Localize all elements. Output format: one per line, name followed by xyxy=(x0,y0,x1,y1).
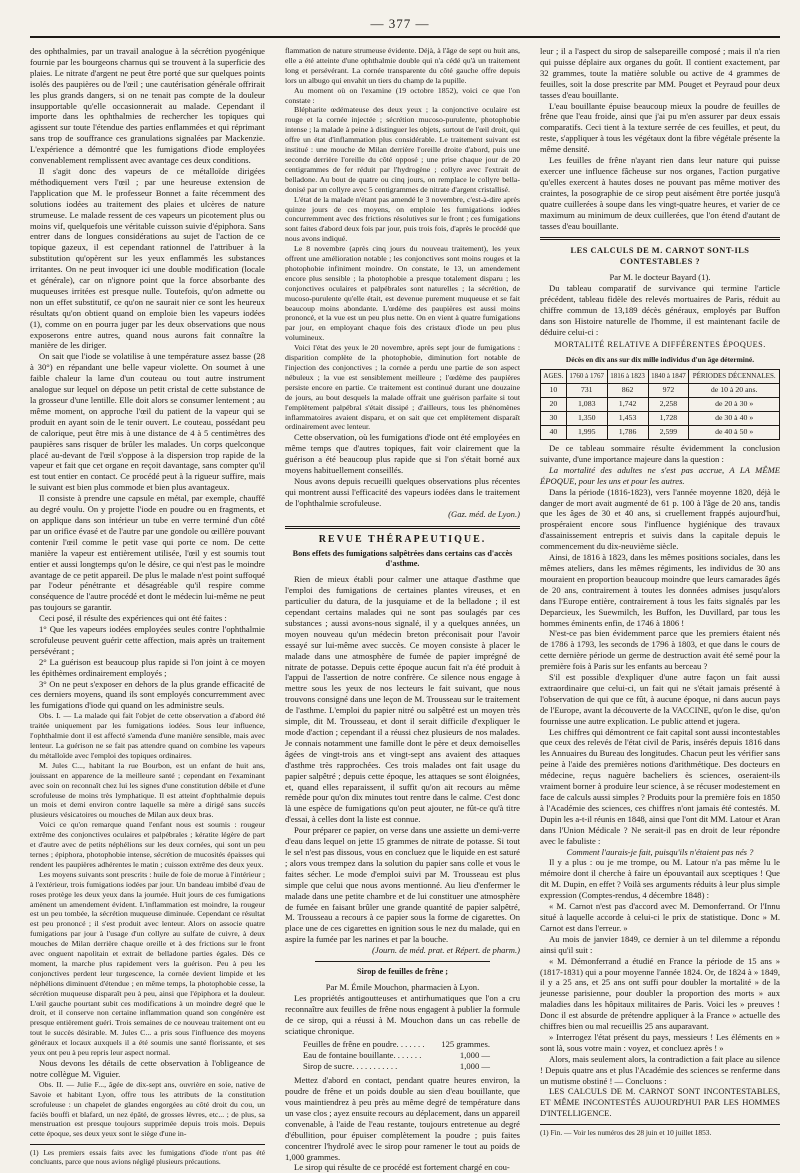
paragraph: Ceci posé, il résulte des expériences qui ont été faites : xyxy=(39,613,227,624)
table-row xyxy=(541,398,780,412)
table-cell: 40 xyxy=(541,426,567,440)
column-1 xyxy=(30,46,265,1167)
quote: Comment l'aurais-je fait, puisqu'ils n'étaient pas nés ? xyxy=(566,846,754,857)
paragraph: Au moment où on l'examine (19 octobre 1852), voici ce que l'on constate : xyxy=(285,85,520,105)
paragraph: L'eau bouillante épuise beaucoup mieux la poudre de feuilles de frêne que l'eau froide, ainsi que j'ai pu m'en assurer par deux essais comparatifs. Ceci tient à la texture serrée de ces feuilles, et peut, du reste, s'appliquer à tous les végétaux dont la fibre végétale présente la même densité. xyxy=(540,100,780,155)
ingredient: Eau de fontaine bouillante. . . . . . . xyxy=(303,1050,422,1061)
paragraph: Le sirop qui résulte de ce procédé est fortement chargé en cou- xyxy=(294,1162,510,1173)
paragraph: flammation de nature strumeuse évidente. Déjà, à l'âge de sept ou huit ans, elle a été atteinte d'une ophthalmie double qui n'a cédé qu'à un traitement long et persévérant. La cornée transparente du côté gauche offre depuis lors un albugo qui envahit un tiers du champ de la pupille. xyxy=(285,46,520,85)
paragraph: 1° Que les vapeurs iodées employées seules contre l'ophthalmie scrofuleuse peuvent guérir cette affection, mais après un traitement persévérant ; xyxy=(30,624,265,656)
source-citation: (Gaz. méd. de Lyon.) xyxy=(448,508,520,519)
article-title: Sirop de feuilles de frêne ; xyxy=(356,967,449,977)
ingredient: Feuilles de frêne en poudre. . . . . . . xyxy=(303,1039,425,1050)
table-header: 1840 à 1847 xyxy=(648,370,689,384)
observation-paragraph: Obs. II. — Julie F..., âgée de dix-sept ans, ouvrière en soie, native de Savoie et habitant Lyon, offre tous les attributs de la constitution scrofuleuse : un chapelet de glandes engorgées au côté droit du cou, un faciès bouffi et blafard, un nez épâté, de grosses lèvres, etc... ; de plus, sa menstruation est presque toujours supprimée depuis trois mois. Depuis cette époque, ses deux yeux sont le siège d'une in- xyxy=(30,1079,265,1139)
observation-paragraph: Obs. I. — La malade qui fait l'objet de cette observation a d'abord été traitée uniquement par les fumigations iodées. Sous leur influence, l'ophthalmie dont il est affecté s'amenda d'une manière sensible, mais avec lenteur. La guérison ne se fait pas attendre quand on combine les vapeurs du métalloïde avec l'emploi des topiques ordinaires. xyxy=(30,711,265,760)
recipe-item xyxy=(285,1050,520,1061)
observation-paragraph: M. Jules C..., habitant la rue Bourbon, est un enfant de huit ans, jouissant en apparence de la meilleure santé ; cependant en l'examinant avec soin on reconnaît chez lui les signes d'une constitution débile et d'une scrofuleuse de moins très lymphatique. Il est atteint d'ophthalmie depuis un mois et demi environ contre laquelle sa mère a dirigé sans succès plusieurs vésicatoires ou mouches de Milan aux deux bras. xyxy=(30,760,265,820)
mortality-table xyxy=(540,369,780,440)
table-row xyxy=(541,426,780,440)
table-cell: 1,350 xyxy=(566,412,607,426)
section-divider xyxy=(285,526,520,529)
paragraph: N'est-ce pas bien évidemment parce que les premiers étaient nés de 1786 à 1793, les seconds de 1796 à 1803, et que dans le cours de cette dernière période un germe de destruction avait été semé pour la première fois à Paris sur les enfants au berceau ? xyxy=(540,628,780,672)
recipe-item xyxy=(285,1061,520,1072)
paragraph: 2° La guérison est beaucoup plus rapide si l'on joint à ce moyen les épithèmes ordinairement employés ; xyxy=(30,656,265,678)
table-title: MORTALITÉ RELATIVE A DIFFÉRENTES ÉPOQUES. xyxy=(554,339,766,349)
paragraph: Mettez d'abord en contact, pendant quatre heures environ, la poudre de frêne et un poids double au sien d'eau bouillante, que vous maintiendrez à peu près au même degré de température dans un vase clos ; ayez ensuite recours au déplacement, dans un appareil convenable, à l'aide de l'eau restante, toujours entretenue au degré d'ébullition, pour épuiser complètement la poudre ; puis faites concentrer l'hydrolé avec le sirop pour ramener le tout au poids de 1,000 grammes. xyxy=(285,1075,520,1162)
table-header: AGES. xyxy=(541,370,567,384)
table-cell: de 30 à 40 » xyxy=(689,412,780,426)
footnote: (1) Les premiers essais faits avec les fumigations d'iode n'ont pas été concluants, parce que nous avions négligé plusieurs précautions. xyxy=(30,1144,265,1166)
emphasis-paragraph: La mortalité des adultes ne s'est pas accrue, A LA MÊME ÉPOQUE, pour les uns et pour les autres. xyxy=(540,464,780,486)
paragraph: Il consiste à prendre une capsule en métal, par exemple, chauffé au degré voulu. On y projette l'iode en poudre ou en fragments, et on applique dans son intérieur un tube en verre terminé d'un côté par un orifice évasé et de l'autre par une gondole ou œillère pouvant contenir l'œil comme le petit vase qui porte ce nom. De cette manière la vapeur est entièrement utilisée, l'œil y est soumis tout entier et aussi longtemps qu'on le désire, ce qui n'est pas le moindre avantage de ce petit appareil. De plus le malade n'est point suffoqué par l'odeur pénétrante et désagréable qu'il respire comme conséquence de l'autre procédé et dont le médecin lui-même ne peut pas toujours se garantir. xyxy=(30,493,265,613)
section-title: REVUE THÉRAPEUTIQUE. xyxy=(318,533,487,545)
paragraph: Pour préparer ce papier, on verse dans une assiette un demi-verre d'eau dans lequel on jette 15 grammes de nitrate de potasse. Si tout le sel n'est pas dissous, vous en concluez que le liquide en est saturé ; alors vous trempez dans la solution du papier sans colle et vous le faites sécher. Le mode d'emploi suivi par M. Trousseau est plus simple que celui que nous avons mentionné. Au lieu d'enfermer le malade dans une petite chambre et de lui constituer une atmosphère de fumée en faisant brûler une grande quantité de papier salpêtré, M. Trousseau a recours à ce papier sous la forme de cigarettes. On place une de ces cigarettes en ignition sous le nez du malade, qui en aspire la fumée par les narines et par la bouche. xyxy=(285,825,520,945)
column-3 xyxy=(540,46,780,1156)
table-row xyxy=(541,384,780,398)
table-header: PÉRIODES DÉCENNALES. xyxy=(689,370,780,384)
table-cell: 731 xyxy=(566,384,607,398)
paragraph: leur ; il a l'aspect du sirop de salsepareille composé ; mais il n'a rien qui puisse déplaire aux organes du goût. Il contient exactement, par 32 grammes, toute la matière soluble ou active de 4 grammes de feuilles, soit la dose prescrite par MM. Pouget et Peyraud pour deux tasses d'eau bouillante. xyxy=(540,46,780,100)
table-cell: 1,786 xyxy=(607,426,648,440)
article-title: Bons effets des fumigations salpêtrées dans certains cas d'accès d'asthme. xyxy=(292,548,513,569)
paragraph: des ophthalmies, par un travail analogue à la sécrétion pyogénique fournie par les bourgeons charnus qui se trouvent à la superficie des plaies. Le nitrate d'argent ne peut être porté que sur quelques points isolés des paupières ou de l'œil ; une cautérisation générale offrirait les plus grands dangers, si on ne tenait pas compte de la douleur insupportable qu'elle occasionnerait au malade. Cependant il importe dans les ophthalmies de rechercher les topiques qui agissent sur toute l'étendue des parties enflammées et qui réprimant sans trop de souffrance ces granulations signalées par Mackenzie. L'expérience a démontré que les fumigations d'iode employées convenablement remplissent avec avantage ces deux conditions. xyxy=(30,46,265,166)
table-cell: 2,599 xyxy=(648,426,689,440)
paragraph: 3° On ne peut s'exposer en dehors de la plus grande efficacité de ces derniers moyens, quand ils sont employés concurremment avec les fumigations d'iode qui quand on les administre seuls. xyxy=(30,678,265,711)
table-cell: 10 xyxy=(541,384,567,398)
footnote: (1) Fin. — Voir les numéros des 28 juin et 10 juillet 1853. xyxy=(540,1124,780,1137)
paragraph: Dans la période (1816-1823), vers l'année moyenne 1820, déjà le danger de mort avait augmenté de 61 p. 100 à l'âge de 20 ans, tandis que les âges de 30 et 40 ans, si cruellement frappés aujourd'hui, prospéraient encore sous l'influence hygiénique des travaux d'assainissement entrepris et suivis dans la capitale depuis le commencement du dix-neuvième siècle. xyxy=(540,486,780,552)
paragraph: Ainsi, de 1816 à 1823, dans les mêmes positions sociales, dans les mêmes ateliers, dans les mêmes régiments, les individus de 30 ans mouraient en proportion beaucoup moindre que leurs camarades âgés de 20 ans, contrairement à toutes les données admises jusqu'alors dans l'Europe entière, contrairement à tous les faits signalés par les Deparcieux, les Suewmilch, les Buffon, les Duvillard, par tous les hommes éminents enfin, de 1746 à 1806 ! xyxy=(540,552,780,628)
quantity: 125 grammes. xyxy=(441,1039,490,1050)
article-author: Par M. Émile Mouchon, pharmacien à Lyon. xyxy=(325,981,480,992)
paragraph: Nous devons les détails de cette observation à l'obligeance de notre collègue M. Viguier. xyxy=(30,1058,265,1079)
recipe-list xyxy=(285,1039,520,1072)
paragraph: Blépharite œdémateuse des deux yeux ; la conjonctive oculaire est rouge et la cornée injectée ; sécrétion mucoso-purulente, photophobie intense ; la malade à peine à distinguer les objets, surtout de l'œil droit, qui offre un état d'inflammation plus considérable. Le traitement suivant est institué : une mouche de Milan derrière l'oreille droite d'abord, puis une seconde derrière l'oreille du côté opposé ; une prise chaque jour de 20 centigrammes de fer réduit par l'hydrogène ; collyre avec l'extrait de belladone. Au bout de quatre ou cinq jours, on remplace le collyre bella-donisé par un collyre avec 5 centigrammes de nitrate d'argent cristallisé. xyxy=(285,105,520,194)
divider xyxy=(315,961,490,962)
article-title: LES CALCULS DE M. CARNOT SONT-ILS CONTESTABLES ? xyxy=(570,246,750,267)
paragraph: Du tableau comparatif de survivance qui termine l'article précédent, tableau fidèle des relevés mortuaires de Paris, réduit au chiffre commun de 13,189 décès généraux, employés par Buffon dans son Histoire naturelle de l'homme, il est maintenant facile de déduire celui-ci : xyxy=(540,283,780,337)
paragraph: Rien de mieux établi pour calmer une attaque d'asthme que l'emploi des fumigations de certaines plantes vireuses, et en particulier du datura, de la jusquiame et de la belladone ; il est cependant certains malades qui ne sont pas soulagés par ces substances ; aussi avons-nous signalé, il y a quelques années, un moyen nouveau qu'un médecin breton préconisait pour l'avoir essayé sur lui-même avec succès. Ce moyen consiste à placer le malade dans une atmosphère de fumée de papier imprégné de nitrate de potasse. Depuis cette époque aucun fait n'a été produit à l'appui de l'assertion de notre confrère. Ce silence nous engage à mettre sous les yeux de nos lecteurs le fait suivant, que nous trouvons consigné dans une leçon de M. Trousseau sur le traitement de l'asthme. L'emploi du papier nitré ou salpêtré est un moyen très simple, dit M. Trousseau, et dont il serait difficile d'expliquer le mode d'action ; cependant il a réussi chez plusieurs de nos malades. Je connais notamment une famille dont le père et deux demoiselles âgées de vingt-trois ans et vingt-sept ans avaient des attaques d'asthme très rapprochées. Ces trois malades ont fait usage du papier salpêtré ; depuis cette époque, les attaques se sont éloignées, et, quand elles reparaissent, il suffit qu'on ait recours au même remède pour qu'on dix minutes tout rentre dans le calme. C'est donc là une espèce de fumigations qu'on peut ajouter, ne fût-ce qu'à titre d'essai, à celles dont la liste est connue. xyxy=(285,574,520,825)
conclusion: LES CALCULS DE M. CARNOT SONT INCONTESTABLES, ET MÊME INCONTESTÉS AUJOURD'HUI PAR LES HOMMES D'INTELLIGENCE. xyxy=(540,1086,780,1119)
quote: » Interrogez l'état présent du pays, messieurs ! Les éléments en » sont là, sous votre main : voyez, et concluez après ! » xyxy=(540,1031,780,1053)
table-cell: de 40 à 50 » xyxy=(689,426,780,440)
table-cell: de 20 à 30 » xyxy=(689,398,780,412)
paragraph: Au mois de janvier 1849, ce dernier à un tel dilemme a répondu ainsi qu'il suit : xyxy=(540,933,780,955)
quote: « M. Démonferrand a étudié en France la période de 15 ans » (1817-1831) qui a pour moyenne l'année 1824. Or, de 1824 à » 1849, il y a 25 ans, et 25 ans ont suffi pour doubler la mortalité » de la jeunesse parisienne, pour doubler la proportion des morts » aux maladies dans les hôpitaux militaires de Paris. Voici les » preuves ! Donc il est absurde de prétendre appliquer à la France » actuelle des chiffres bien ou mal recueillis 25 ans auparavant. xyxy=(540,955,780,1032)
table-cell: 972 xyxy=(648,384,689,398)
quote: « M. Carnot n'est pas d'accord avec M. Demonferrand. Or l'Innu situé à laquelle accorde à celui-ci le prix de statistique. Donc » M. Carnot est dans l'erreur. » xyxy=(540,901,780,933)
table-cell: 1,083 xyxy=(566,398,607,412)
paragraph: L'état de la malade n'étant pas amendé le 3 novembre, c'est-à-dire après quinze jours de ces moyens, on emploie les fumigations iodées concurremment avec des frictions résolutives sur le front ; ces fumigations sont faites d'abord deux fois par jour, puis trois fois, d'après le procédé que nous avons indiqué. xyxy=(285,194,520,244)
table-header: 1760 à 1767 xyxy=(566,370,607,384)
table-cell: 20 xyxy=(541,398,567,412)
paragraph: On sait que l'iode se volatilise à une température assez basse (28 à 30°) en répandant une belle vapeur violette. On soumet à une faible chaleur la lame d'un couteau ou tout autre instrument analogue sur lequel on dépose un petit cristal de cette substance de la grosseur d'une lentille. Elle doit alors se consumer lentement ; au même moment, on approche l'œil du patient de la vapeur qui se produit en ayant soin de le tenir ouvert. Le couteau, possédant peu de calorique, peut être mis à une distance de 4 à 5 centimètres des paupières sans risquer de brûler les malades. Un corps quelconque placé au-devant de l'œil s'oppose à la dispersion trop rapide de la vapeur et fait que cet organe en reçoit davantage, sans compter qu'il est tout entier en contact. Ce procédé peut à la rigueur suffire, mais le suivant est bien plus commode et bien plus avantageux. xyxy=(30,351,265,493)
quantity: 1,000 — xyxy=(459,1050,490,1061)
quantity: 1,000 — xyxy=(459,1061,490,1072)
paragraph: Voici l'état des yeux le 20 novembre, après sept jour de fumigations : disparition complète de la photophobie, diminution fort notable de l'injection des conjonctives ; la cornée a perdu une partie de son aspect nébuleux ; la vue est sensiblement meilleure ; l'œdème des paupières persiste encore en partie. Ce traitement est continué durant une douzaine de jours, au bout desquels la malade offrait une guérison parfaite si tout l'emplètement palpébral s'était dissipé ; d'ailleurs, tous les phénomènes inflammatoires avaient disparu, et on sait que cet emplètement disparaît ordinairement avec lenteur. xyxy=(285,343,520,432)
observation-paragraph: Voici ce qu'on remarque quand l'enfant nous est soumis : rougeur extrême des conjonctives oculaires et palpébrales ; kératite légère de part et d'autre avec de petits néphélions sur les deux cornées, qui sont un peu ternes ; épiphora, photophobie intense, sécrétion de mucosités épaisses qui rendent les paupières adhérentes le matin ; cuisson extrême des deux yeux. xyxy=(30,820,265,869)
column-2 xyxy=(285,46,520,1173)
header-rule xyxy=(30,36,780,38)
table-cell: 1,728 xyxy=(648,412,689,426)
table-cell: 862 xyxy=(607,384,648,398)
paragraph: Cette observation, où les fumigations d'iode ont été employées en même temps que d'autres topiques, fait voir clairement que la guérison a été beaucoup plus rapide que si l'on s'était borné aux moyens habituellement conseillés. xyxy=(285,432,520,476)
table-cell: 2,258 xyxy=(648,398,689,412)
article-author: Par M. le docteur Bayard (1). xyxy=(609,272,711,283)
table-cell: de 10 à 20 ans. xyxy=(689,384,780,398)
ingredient: Sirop de sucre. . . . . . . . . . . xyxy=(303,1061,398,1072)
source-citation: (Journ. de méd. prat. et Répert. de pharm.) xyxy=(372,945,520,956)
observation-paragraph: Les moyens suivants sont prescrits : huile de foie de morue à l'intérieur ; à l'extérieur, trois fumigations iodées par jour. Un bandeau imbibé d'eau de roses protège les deux yeux dans la journée. Huit jours de ces fumigations amènent un amendement évident. L'inflammation est moindre, la rougeur est un peu tombée, la sécrétion muqueuse diminuée. Cependant ce résultat est peu prononcé ; il s'est produit avec lenteur. Alors on associe quatre fumigations par jour à l'usage d'un collyre au sulfate de cuivre, à deux mouches de Milan derrière chaque oreille et à des frictions sur le front avec onguent napolitain et extrait de belladone parties égales. Dès ce moment, la marche plus rapidement vers la guérison. Peu à peu les conjonctives perdent leur turgescence, la cornée devient limpide et les néphélions diminuent d'étendue ; en même temps, la photophobie cesse, la sécrétion muqueuse disparaît peu à peu, ainsi que l'épiphora et la douleur. L'œil gauche pourtant subit ces modifications à un moindre degré que le droit, et il conserve non certaine inflammation quand son congénère est presque entièrement guéri. Trois semaines de ce nouveau traitement ont eu tout le succès désirable. M. Jules C... a pris sous l'influence des moyens généraux et locaux auxquels il a été soumis une santé florissante, et ses yeux ont peu à peu repris leur aspect normal. xyxy=(30,869,265,1058)
paragraph: Les feuilles de frêne n'ayant rien dans leur nature qui puisse exercer une influence fâcheuse sur nos organes, l'action purgative qu'elles exercent à hautes doses ne pouvant pas même motiver des craintes, la posographie de ce sirop peut aisément être portée jusqu'à quatre cuillerées à soupe dans les vingt-quatre heures, et varier de ce maximum au minimum de deux cuillerées, que l'on étend d'autant de tasses d'eau bouillante. xyxy=(540,155,780,231)
table-cell: 30 xyxy=(541,412,567,426)
recipe-item xyxy=(285,1039,520,1050)
paragraph: Les chiffres qui démontrent ce fait capital sont aussi incontestables que ceux des relevés de l'état civil de Paris, insérés depuis 1816 dans les Annuaires du Bureau des longitudes. Chacun peut les vérifier sans peine à l'aide des premières notions d'arithmétique. Des docteurs en médecine, reçus naguère bacheliers ès sciences, oseraient-ils vraiment borner à produire leur science, à se récuser modestement en face de calculs aussi simples ? Produits pour la première fois en 1850 à l'Académie des sciences, ces chiffres n'ont jamais été contestés. M. Dupin les a-t-il réunis en 1848, ainsi que l'ont dit MM. Latour et Aran dans l'Union Médicale ? Ne serait-il pas en droit de leur répondre avec le fabuliste : xyxy=(540,726,780,846)
table-subtitle: Décès en dix ans sur dix mille individus d'un âge déterminé. xyxy=(565,354,755,364)
paragraph: Il s'agit donc des vapeurs de ce métalloïde dirigées méthodiquement vers l'œil ; par une heureuse extension de l'application que M. le professeur Bonnet a faite récemment des solutions iodées au traitement des plaies et ulcères de nature strumeuse. Le malade ressent de ces vapeurs un picotement plus ou moins vif, quelquefois une véritable cuisson suivie d'épiphora. Sans entrer dans de longues considérations au sujet de l'action de ce topique gazeux, il est cependant rationnel de l'attribuer à la substitution qu'opèrent sur les yeux enflammés les substances irritantes. On ne peut invoquer ici une double modification (locale et générale), car on n'ignore point que la force absorbante des muqueuses irritées est presque nulle. Toutefois, qu'on admette ou non un effet substitutif, ce qu'on ne saurait nier ce sont les heureux résultats qu'on obtient quand on emploie bien les vapeurs iodées (1), comme on en pourra juger par les deux observations que nous exposerons entre autres, quand nous aurons fait connaître la manière de les diriger. xyxy=(30,165,265,351)
paragraph: Il y a plus : ou je me trompe, ou M. Latour n'a pas même lu le mémoire dont il cherche à faire un épouvantail aux sceptiques ! Que dit M. Dupin, en effet ? Voilà ses arguments réduits à leur plus simple expression (Comptes-rendus, 4 décembre 1848) : xyxy=(540,857,780,901)
paragraph: S'il est possible d'expliquer d'une autre façon un fait aussi extraordinaire que celui-ci, un fait qui ne s'était jamais présenté à l'observation de qui que ce fût, à aucune époque, ni dans aucun pays de l'Europe, avant la découverte de la VACCINE, qu'on le dise, qu'on fournisse une autre explication. Le public attend et jugera. xyxy=(540,672,780,726)
table-cell: 1,453 xyxy=(607,412,648,426)
table-header: 1816 à 1823 xyxy=(607,370,648,384)
paragraph: Les propriétés antigoutteuses et antirhumatiques que l'on a cru reconnaître aux feuilles de frêne nous engagent à publier la formule de ce sirop, qui a réussi à M. Mouchon dans un cas rebelle de sciatique chronique. xyxy=(285,992,520,1036)
table-cell: 1,742 xyxy=(607,398,648,412)
paragraph: Alors, mais seulement alors, la contradiction a fait place au silence ! Depuis quatre ans et plus l'Académie des sciences se renferme dans un mutisme obstiné ! — Concluons : xyxy=(540,1053,780,1086)
page-number: — 377 — xyxy=(370,16,430,31)
paragraph: De ce tableau sommaire résulte évidemment la conclusion suivante, d'une importance majeure dans la question : xyxy=(540,443,780,464)
table-header-row xyxy=(541,370,780,384)
paragraph: Le 8 novembre (après cinq jours du nouveau traitement), les yeux offrent une amélioration notable ; les conjonctives sont moins rouges et la photophobie infiniment moindre. On constate, le 13, un amendement encore plus sensible ; la photophobie a presque totalement disparu ; les conjonctives oculaires et palpébrales sont naturelles ; la sécrétion, de mucoso-purulente qu'elle était, est devenue purement muqueuse et se fait beaucoup moins abondante. L'œdème des paupières est aussi moins prononcé, et la vue est un peu plus nette. On en vient à quatre fumigations par jour, en employant chaque fois des cristaux d'iode un peu plus volumineux. xyxy=(285,244,520,343)
section-divider xyxy=(540,237,780,240)
table-row xyxy=(541,412,780,426)
table-cell: 1,995 xyxy=(566,426,607,440)
paragraph: Nous avons depuis recueilli quelques observations plus récentes qui montrent aussi l'efficacité des vapeurs iodées dans le traitement de l'ophthalmie scrofuleuse. xyxy=(285,475,520,508)
